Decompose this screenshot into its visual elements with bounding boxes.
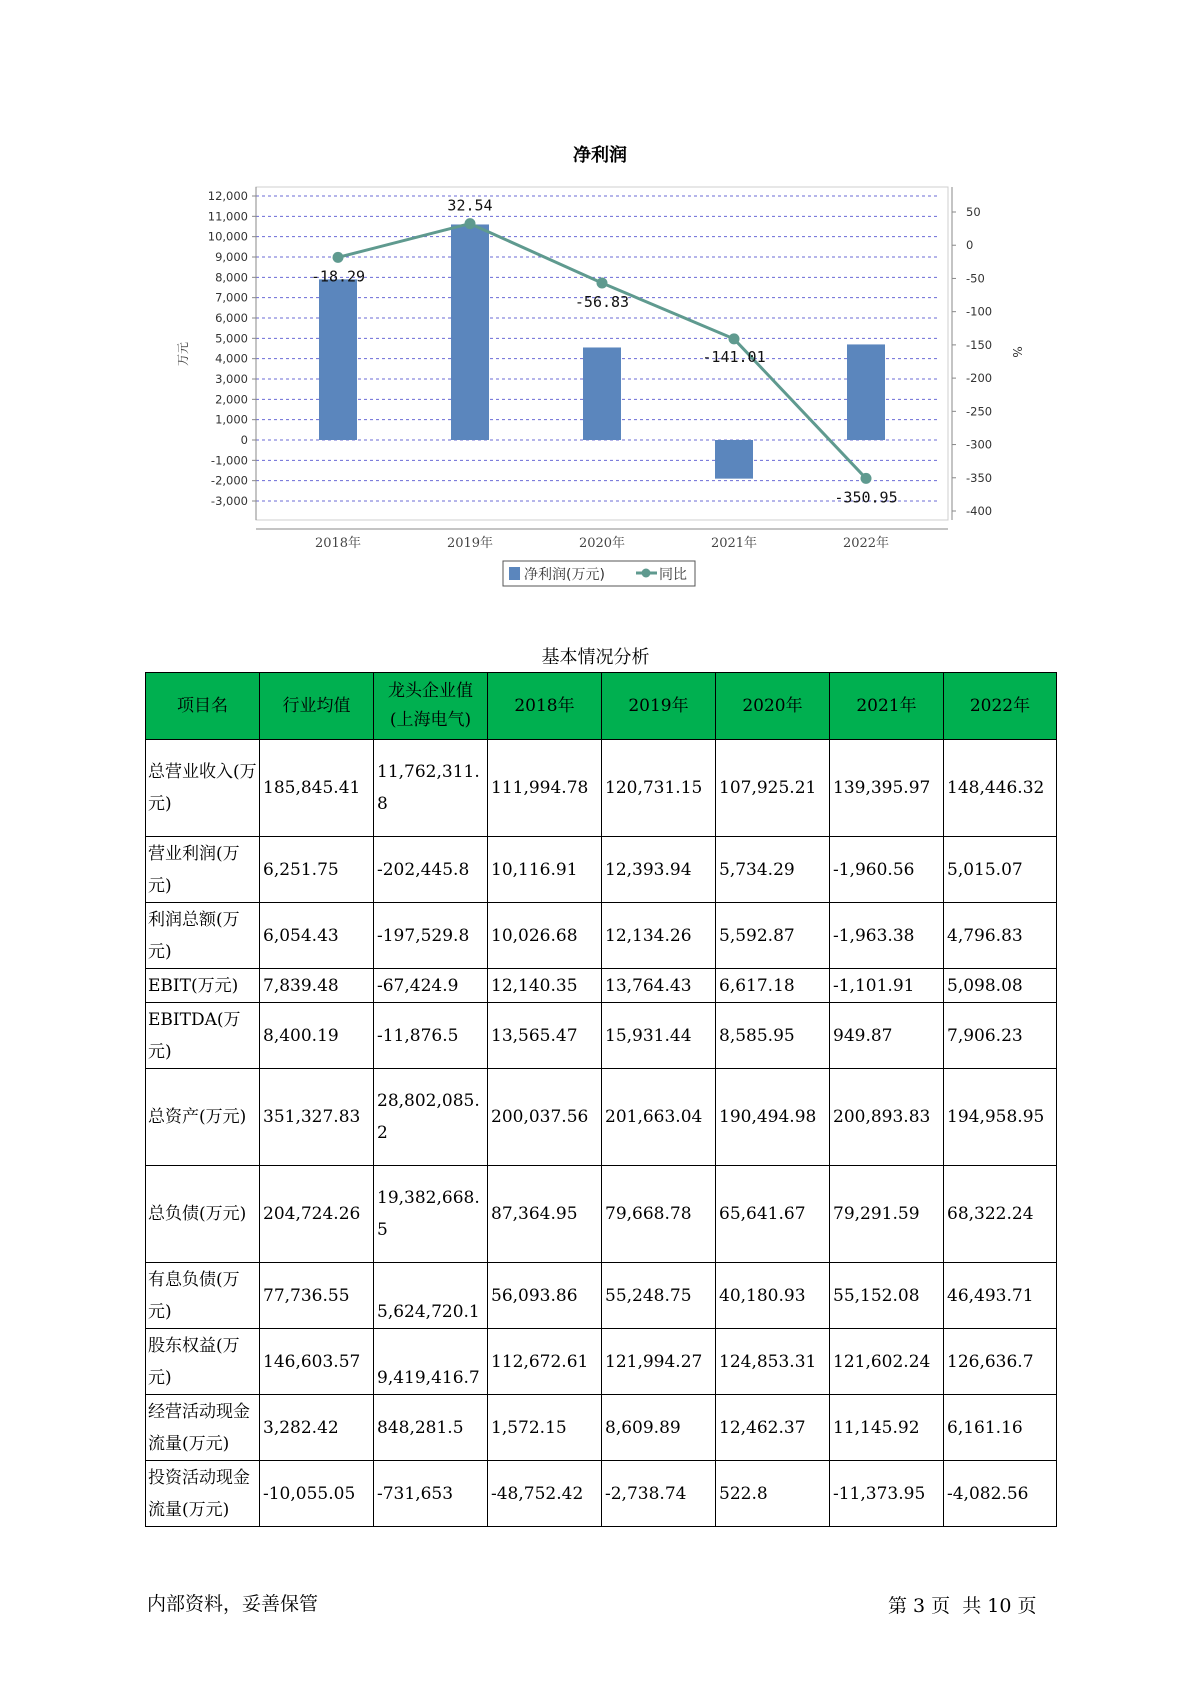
table-cell: 5,592.87 [716, 903, 830, 969]
left-axis-tick-label: -2,000 [210, 473, 248, 488]
left-axis-tick-label: 7,000 [215, 290, 248, 305]
left-axis-tick-label: 6,000 [215, 311, 248, 325]
left-axis-tick-label: 4,000 [215, 351, 248, 366]
right-axis-tick-label: 50 [966, 205, 981, 219]
header-2020: 2020年 [716, 673, 830, 740]
table-cell: 46,493.71 [944, 1263, 1057, 1329]
right-axis-tick-label: -200 [966, 371, 993, 386]
table-cell: -2,738.74 [602, 1461, 716, 1527]
left-axis-tick-label: 0 [240, 433, 248, 447]
table-cell: -1,101.91 [830, 969, 944, 1003]
table-cell: 107,925.21 [716, 740, 830, 837]
bar [583, 347, 621, 440]
left-axis-tick-label: 10,000 [207, 229, 248, 244]
basic-analysis-table [145, 672, 1057, 1527]
row-label: EBITDA(万元) [146, 1003, 260, 1069]
table-cell: 949.87 [830, 1003, 944, 1069]
row-label: 有息负债(万元) [146, 1263, 260, 1329]
header-leader-value: 龙头企业值(上海电气) [374, 673, 488, 740]
table-cell: 6,251.75 [260, 837, 374, 903]
table-cell: 40,180.93 [716, 1263, 830, 1329]
table-cell: 5,015.07 [944, 837, 1057, 903]
right-axis-tick-label: -350 [966, 470, 993, 485]
left-axis-tick-label: -3,000 [210, 494, 248, 508]
footer-confidential-note: 内部资料，妥善保管 [147, 1593, 319, 1615]
table-cell: -48,752.42 [488, 1461, 602, 1527]
table-cell: 200,893.83 [830, 1069, 944, 1166]
table-cell: 112,672.61 [488, 1329, 602, 1395]
left-axis-tick-label: 2,000 [215, 392, 248, 407]
x-axis-tick-label: 2020年 [578, 536, 626, 551]
right-axis-tick-label: -250 [966, 404, 993, 419]
data-label: -18.29 [310, 267, 366, 286]
legend-line-label: 同比 [659, 567, 687, 583]
left-axis-tick-label: 3,000 [215, 372, 248, 386]
table-cell: 9,419,416.7 [374, 1329, 488, 1395]
header-industry-avg: 行业均值 [260, 673, 374, 740]
table-cell: 6,161.16 [944, 1395, 1057, 1461]
table-cell: 4,796.83 [944, 903, 1057, 969]
table-cell: -11,373.95 [830, 1461, 944, 1527]
data-label: -141.01 [702, 347, 766, 366]
yoy-point [729, 333, 740, 344]
table-cell: 79,291.59 [830, 1166, 944, 1263]
table-cell: 148,446.32 [944, 740, 1057, 837]
table-row [146, 1395, 1057, 1461]
table-cell: 11,762,311.8 [374, 740, 488, 837]
legend-line-marker [642, 569, 651, 578]
table-cell: 65,641.67 [716, 1166, 830, 1263]
left-axis-tick-label: -1,000 [210, 453, 248, 468]
right-axis-tick-label: -300 [966, 437, 993, 452]
table-cell: 351,327.83 [260, 1069, 374, 1166]
left-axis-tick-label: 12,000 [207, 189, 248, 203]
right-axis-tick-label: -400 [966, 504, 993, 518]
table-cell: 12,140.35 [488, 969, 602, 1003]
table-cell: 121,602.24 [830, 1329, 944, 1395]
table-cell: 10,026.68 [488, 903, 602, 969]
yoy-point [465, 218, 476, 229]
table-row [146, 837, 1057, 903]
table-cell: 111,994.78 [488, 740, 602, 837]
table-cell: 77,736.55 [260, 1263, 374, 1329]
table-header-row [146, 673, 1057, 740]
header-2022: 2022年 [944, 673, 1057, 740]
table-cell: 848,281.5 [374, 1395, 488, 1461]
row-label: 总资产(万元) [146, 1069, 260, 1166]
table-row [146, 1263, 1057, 1329]
data-label: -350.95 [834, 488, 898, 507]
yoy-point [333, 252, 344, 263]
table-row [146, 1069, 1057, 1166]
header-2021: 2021年 [830, 673, 944, 740]
data-label: -56.83 [574, 292, 630, 311]
footer-page-number: 第 3 页 共 10 页 [888, 1595, 1037, 1617]
table-cell: 87,364.95 [488, 1166, 602, 1263]
table-cell: 7,839.48 [260, 969, 374, 1003]
bar-series [319, 224, 885, 478]
table-cell: 6,617.18 [716, 969, 830, 1003]
header-item-name: 项目名 [146, 673, 260, 740]
table-cell: 124,853.31 [716, 1329, 830, 1395]
table-cell: 201,663.04 [602, 1069, 716, 1166]
left-axis-tick-label: 1,000 [215, 412, 248, 427]
row-label: 利润总额(万元) [146, 903, 260, 969]
table-cell: 12,462.37 [716, 1395, 830, 1461]
table-row [146, 740, 1057, 837]
table-cell: 8,585.95 [716, 1003, 830, 1069]
x-axis-tick-label: 2019年 [446, 536, 494, 551]
table-title: 基本情况分析 [541, 647, 650, 668]
x-axis-tick-label: 2018年 [314, 536, 362, 551]
x-axis-tick-label: 2022年 [842, 536, 890, 551]
table-cell: 200,037.56 [488, 1069, 602, 1166]
table-cell: 28,802,085.2 [374, 1069, 488, 1166]
header-2019: 2019年 [602, 673, 716, 740]
table-cell: -1,963.38 [830, 903, 944, 969]
table-cell: -197,529.8 [374, 903, 488, 969]
table-cell: 12,134.26 [602, 903, 716, 969]
table-row [146, 969, 1057, 1003]
chart-title: 净利润 [573, 145, 627, 166]
bar [715, 440, 753, 479]
table-cell: 55,248.75 [602, 1263, 716, 1329]
table-cell: 185,845.41 [260, 740, 374, 837]
right-axis-title: % [1010, 346, 1024, 358]
bar [451, 224, 489, 440]
table-cell: 10,116.91 [488, 837, 602, 903]
right-axis-tick-label: -100 [966, 304, 993, 319]
table-cell: 6,054.43 [260, 903, 374, 969]
table-cell: 5,624,720.1 [374, 1263, 488, 1329]
table-cell: 15,931.44 [602, 1003, 716, 1069]
table-cell: -11,876.5 [374, 1003, 488, 1069]
table-cell: 190,494.98 [716, 1069, 830, 1166]
legend-bar-swatch [509, 567, 520, 580]
table-cell: -731,653 [374, 1461, 488, 1527]
left-axis-tick-label: 5,000 [215, 331, 248, 346]
table-cell: 56,093.86 [488, 1263, 602, 1329]
legend-bar-label: 净利润(万元) [524, 567, 605, 583]
table-cell: -67,424.9 [374, 969, 488, 1003]
left-axis-tick-label: 11,000 [207, 209, 248, 224]
table-row [146, 1166, 1057, 1263]
bar [319, 279, 357, 440]
left-axis-title: 万元 [176, 341, 190, 367]
table-cell: 139,395.97 [830, 740, 944, 837]
yoy-point [597, 277, 608, 288]
chart-legend [503, 561, 695, 586]
table-cell: 8,609.89 [602, 1395, 716, 1461]
table-cell: -202,445.8 [374, 837, 488, 903]
table-cell: 68,322.24 [944, 1166, 1057, 1263]
table-cell: 522.8 [716, 1461, 830, 1527]
table-cell: 12,393.94 [602, 837, 716, 903]
table-cell: -1,960.56 [830, 837, 944, 903]
table-cell: 11,145.92 [830, 1395, 944, 1461]
header-2018: 2018年 [488, 673, 602, 740]
table-cell: 1,572.15 [488, 1395, 602, 1461]
table-cell: 3,282.42 [260, 1395, 374, 1461]
row-label: 经营活动现金流量(万元) [146, 1395, 260, 1461]
left-axis-tick-label: 8,000 [215, 270, 248, 285]
table-row [146, 903, 1057, 969]
right-axis-tick-label: -150 [966, 337, 993, 352]
table-cell: 8,400.19 [260, 1003, 374, 1069]
row-label: 总负债(万元) [146, 1166, 260, 1263]
table-cell: 121,994.27 [602, 1329, 716, 1395]
table-cell: 19,382,668.5 [374, 1166, 488, 1263]
table-cell: 55,152.08 [830, 1263, 944, 1329]
table-cell: 126,636.7 [944, 1329, 1057, 1395]
table-cell: 5,734.29 [716, 837, 830, 903]
table-cell: 194,958.95 [944, 1069, 1057, 1166]
x-axis-tick-label: 2021年 [710, 536, 758, 551]
bar [847, 344, 885, 440]
table-row [146, 1329, 1057, 1395]
net-profit-chart [0, 0, 1191, 600]
table-row [146, 1003, 1057, 1069]
row-label: EBIT(万元) [146, 969, 260, 1003]
table-cell: 13,764.43 [602, 969, 716, 1003]
right-axis-tick-label: -50 [966, 271, 985, 286]
row-label: 营业利润(万元) [146, 837, 260, 903]
row-label: 投资活动现金流量(万元) [146, 1461, 260, 1527]
table-row [146, 1461, 1057, 1527]
table-cell: 120,731.15 [602, 740, 716, 837]
left-axis-tick-label: 9,000 [215, 250, 248, 264]
table-cell: -10,055.05 [260, 1461, 374, 1527]
right-axis-tick-label: 0 [966, 238, 974, 253]
table-cell: -4,082.56 [944, 1461, 1057, 1527]
table-cell: 204,724.26 [260, 1166, 374, 1263]
table-cell: 5,098.08 [944, 969, 1057, 1003]
row-label: 总营业收入(万元) [146, 740, 260, 837]
row-label: 股东权益(万元) [146, 1329, 260, 1395]
table-cell: 146,603.57 [260, 1329, 374, 1395]
table-cell: 79,668.78 [602, 1166, 716, 1263]
table-cell: 7,906.23 [944, 1003, 1057, 1069]
table-cell: 13,565.47 [488, 1003, 602, 1069]
data-label: 32.54 [447, 196, 493, 215]
yoy-point [861, 473, 872, 484]
